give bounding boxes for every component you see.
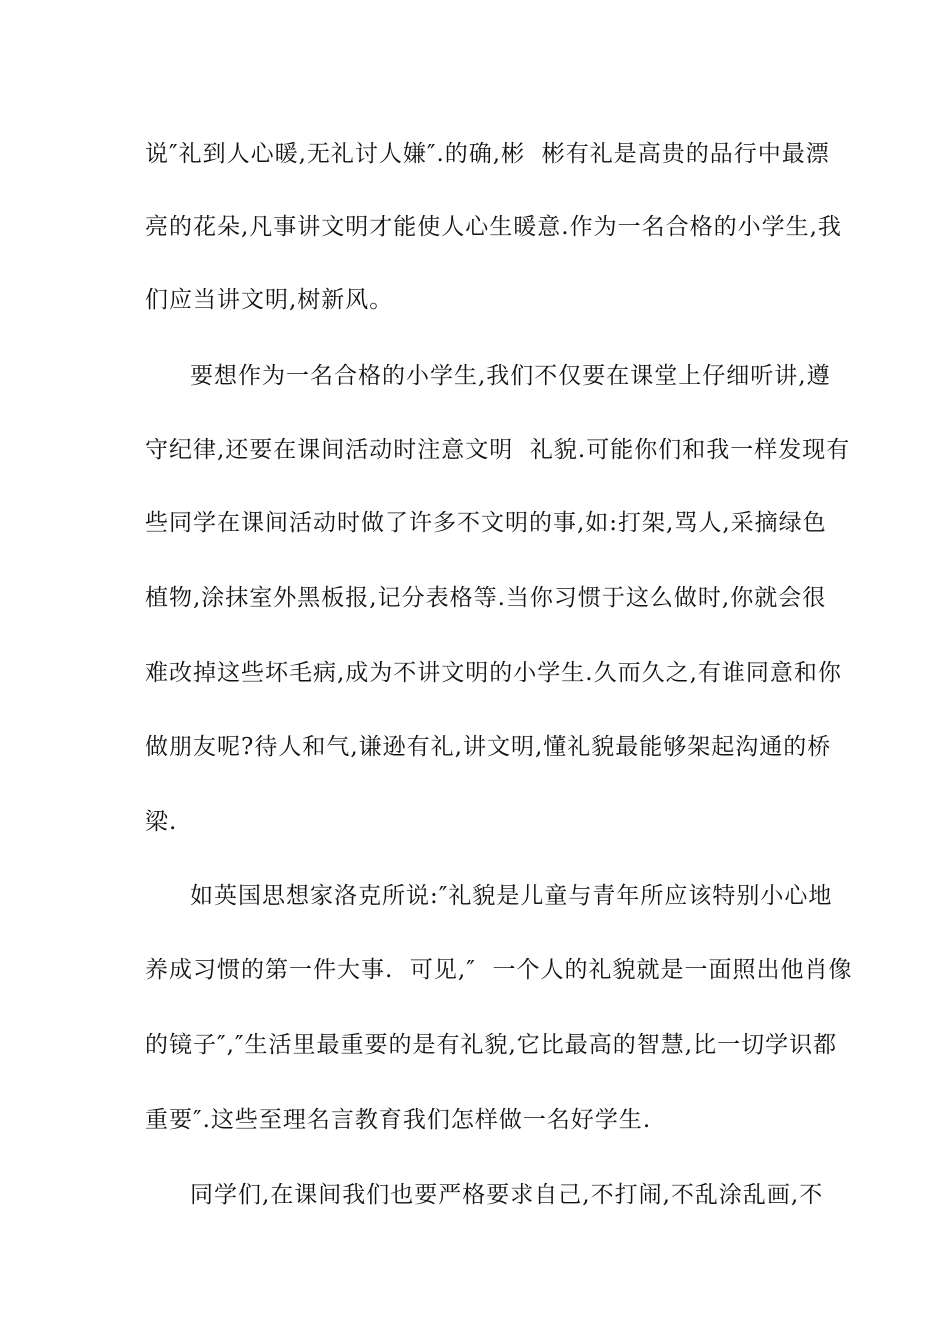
text-line: 的镜子″,″生活里最重要的是有礼貌,它比最高的智慧,比一切学识都 <box>145 1032 838 1058</box>
text-line: 说″礼到人心暖,无礼讨人嫌″.的确,彬 彬有礼是高贵的品行中最漂 <box>145 141 830 167</box>
text-line: 些同学在课间活动时做了许多不文明的事,如:打架,骂人,采摘绿色 <box>145 510 827 536</box>
text-line: 守纪律,还要在课间活动时注意文明 礼貌.可能你们和我一样发现有 <box>145 437 851 463</box>
text-line: 亮的花朵,凡事讲文明才能使人心生暖意.作为一名合格的小学生,我 <box>145 214 842 240</box>
text-line: 做朋友呢?待人和气,谦逊有礼,讲文明,懂礼貌最能够架起沟通的桥 <box>145 734 832 760</box>
paragraph-first-line: 要想作为一名合格的小学生,我们不仅要在课堂上仔细听讲,遵 <box>190 363 831 389</box>
text-line: 梁. <box>145 809 178 835</box>
text-line: 养成习惯的第一件大事. 可见,″ 一个人的礼貌就是一面照出他肖像 <box>145 957 853 983</box>
text-line: 植物,涂抹室外黑板报,记分表格等.当你习惯于这么做时,你就会很 <box>145 585 827 611</box>
paragraph-first-line: 如英国思想家洛克所说:″礼貌是儿童与青年所应该特别小心地 <box>190 883 833 909</box>
text-line: 们应当讲文明,树新风。 <box>145 287 394 313</box>
text-line: 难改掉这些坏毛病,成为不讲文明的小学生.久而久之,有谁同意和你 <box>145 660 842 686</box>
paragraph-first-line: 同学们,在课间我们也要严格要求自己,不打闹,不乱涂乱画,不 <box>190 1182 824 1208</box>
text-line: 重要″.这些至理名言教育我们怎样做一名好学生. <box>145 1107 652 1133</box>
